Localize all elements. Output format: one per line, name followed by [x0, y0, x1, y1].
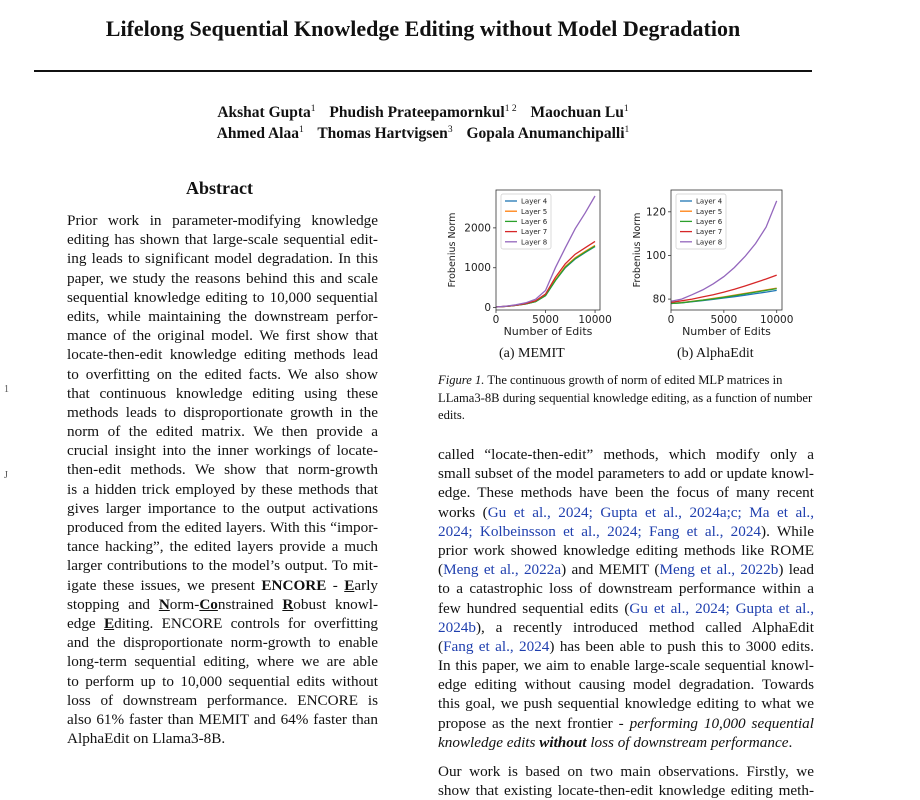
citation-link[interactable]: Gu et al., 2024; Gupta et al., 2024a;c; Ma et al., — [487, 503, 815, 521]
abstract-line: to perform up to 10,000 sequential edits without — [67, 672, 378, 690]
abstract-line: edits, while maintaining the downstream perfor- — [67, 307, 378, 325]
abstract-line: produced from the edited layers. With this “impor- — [67, 519, 378, 536]
abstract-line: mance of the original model. We first show that — [67, 327, 378, 345]
body-line: small subset of the model parameters to add or update knowl- — [438, 465, 814, 483]
legend-label: Layer 7 — [521, 228, 548, 237]
author-name: Akshat Gupta — [217, 104, 311, 122]
x-tick-label: 10000 — [760, 314, 794, 326]
legend-label: Layer 6 — [521, 218, 548, 226]
abstract-line: crucial insight into the inner workings of locate- — [67, 442, 378, 460]
subcaption-memit: (a) MEMIT — [499, 346, 565, 361]
body-text — [438, 445, 814, 800]
series-line-layer-5 — [671, 288, 777, 303]
abstract-line-encore: stopping and Norm-Constrained Robust knowl- — [67, 595, 379, 613]
abstract-line: that continuous knowledge editing using these — [67, 384, 378, 402]
author-affiliation: 1 — [310, 104, 316, 114]
margin-mark: J — [4, 470, 8, 481]
figure-caption-text: The continuous growth of norm of edited MLP matrices in LLama3-8B during sequential knowledge editing, as a function of number edits. — [438, 373, 813, 422]
y-tick-label: 2000 — [464, 222, 491, 235]
paper-title: Lifelong Sequential Knowledge Editing without Model Degradation — [105, 16, 741, 41]
abstract-line: to overfitting on the edited facts. We also show — [67, 365, 378, 383]
y-axis-label: Frobenius Norm — [632, 212, 643, 288]
citation-link[interactable]: Gu et al., 2024; Gupta et al., — [629, 599, 814, 617]
y-axis-label: Frobenius Norm — [447, 212, 458, 288]
abstract-line: and the disproportionate norm-growth to enable — [67, 634, 378, 652]
body-line: Our work is based on two main observations. Firstly, we — [438, 763, 814, 780]
chart-memit — [444, 186, 614, 336]
abstract-line: also 61% faster than MEMIT and 64% faster than — [67, 710, 378, 728]
abstract-line: methods leads to disproportionate growth in the — [67, 403, 378, 421]
author-affiliation: 1 — [624, 125, 630, 135]
author-name: Ahmed Alaa — [216, 125, 299, 143]
y-tick-label: 1000 — [464, 262, 491, 275]
abstract-line: tance hacking”, the edited layers provide a much — [67, 538, 378, 556]
legend-label: Layer 8 — [696, 238, 723, 247]
abstract-line: is a hidden trick employed by these methods that — [67, 480, 378, 498]
body-line: prior work showed knowledge editing methods like ROME — [438, 541, 814, 559]
body-line: to a catastrophic loss of downstream performance within a — [438, 580, 814, 598]
body-line: this goal, we push sequential knowledge editing to what we — [438, 695, 814, 713]
author-affiliation: 1 — [298, 125, 304, 135]
author-name: Maochuan Lu — [530, 104, 624, 122]
abstract-line: AlphaEdit on Llama3-8B. — [67, 730, 226, 748]
chart-svg — [444, 186, 614, 336]
series-line-layer-7 — [496, 241, 595, 307]
abstract-line: long-term sequential editing, where we are able — [67, 653, 378, 671]
abstract-line-encore: edge Editing. ENCORE controls for overfitting — [67, 614, 379, 632]
series-line-layer-6 — [496, 246, 595, 307]
citation-link[interactable]: 2024; Kolbeinsson et al., 2024; Fang et al., 2024 — [438, 522, 762, 540]
body-line: propose as the next frontier - performing 10,000 sequential — [438, 714, 814, 732]
citation-link[interactable]: Meng et al., 2022b — [659, 561, 779, 579]
body-line: In this paper, we aim to enable large-scale sequential knowl- — [438, 657, 814, 675]
abstract-heading: Abstract — [186, 178, 253, 198]
body-line: knowledge edits without loss of downstream performance. — [438, 733, 793, 751]
x-tick-label: 5000 — [532, 314, 559, 326]
abstract-line: norm of the edited matrix. We then provide a — [67, 423, 378, 441]
x-tick-label: 5000 — [710, 314, 738, 326]
body-line: (Meng et al., 2022a) and MEMIT (Meng et al., 2022b) lead — [438, 561, 814, 579]
body-line: works (Gu et al., 2024; Gupta et al., 2024a;c; Ma et al., — [438, 503, 815, 521]
x-tick-label: 0 — [492, 314, 500, 326]
author-affiliation: 1 — [623, 104, 629, 114]
chart-alphaedit — [632, 186, 804, 336]
abstract-line: loss of downstream performance. ENCORE is — [67, 691, 378, 709]
body-line: 2024; Kolbeinsson et al., 2024; Fang et al., 2024). While — [438, 522, 814, 540]
y-tick-label: 80 — [652, 293, 666, 306]
body-line: edge editing without causing model degradation. Towards — [438, 676, 814, 694]
abstract-line: paper, we study the reasons behind this and scale — [67, 269, 378, 287]
margin-mark: 1 — [4, 384, 9, 395]
citation-link[interactable]: Meng et al., 2022a — [443, 561, 562, 579]
title-rule — [34, 70, 812, 72]
author-name: Thomas Hartvigsen — [317, 125, 448, 143]
body-line: (Fang et al., 2024) has been able to push this to 3000 edits. — [438, 637, 815, 655]
abstract-body — [67, 211, 378, 748]
author-row-1 — [0, 104, 846, 122]
abstract-line-encore: igate these issues, we present ENCORE - Early — [67, 576, 379, 594]
author-name: Gopala Anumanchipalli — [466, 125, 625, 143]
subcaption-alphaedit: (b) AlphaEdit — [677, 346, 754, 361]
abstract-line: editing has shown that large-scale sequential edit- — [67, 231, 378, 249]
author-row-2 — [0, 125, 846, 143]
x-axis-label: Number of Edits — [682, 325, 771, 336]
y-tick-label: 0 — [484, 302, 491, 315]
legend-label: Layer 6 — [696, 218, 723, 226]
series-line-layer-6 — [671, 289, 777, 304]
figure-caption — [438, 372, 814, 425]
abstract-line: then-edit methods. We show that norm-growth — [67, 461, 378, 479]
abstract-line: ing leads to significant model degradation. In this — [67, 250, 378, 268]
body-line: 2024b), a recently introduced method called AlphaEdit — [438, 618, 814, 636]
y-tick-label: 120 — [645, 206, 666, 219]
author-affiliation: 1 2 — [504, 104, 517, 114]
x-tick-label: 0 — [667, 314, 675, 326]
legend-label: Layer 8 — [521, 238, 548, 247]
legend-label: Layer 7 — [696, 228, 723, 237]
chart-svg — [632, 186, 804, 336]
body-line: edge. These methods have been the focus of many recent — [438, 484, 814, 502]
body-line: few hundred sequential edits (Gu et al., 2024; Gupta et al., — [438, 599, 814, 617]
abstract-line: Prior work in parameter-modifying knowledge — [67, 212, 378, 229]
abstract-line: gives larger importance to the output activations — [67, 499, 378, 517]
citation-link[interactable]: 2024b — [438, 618, 476, 636]
body-line: called “locate-then-edit” methods, which modify only a — [438, 446, 814, 463]
legend-label: Layer 4 — [521, 197, 548, 206]
x-tick-label: 10000 — [578, 314, 612, 326]
figure-label: Figure 1. — [438, 373, 485, 387]
author-name: Phudish Prateepamornkul — [329, 104, 505, 122]
legend-label: Layer 4 — [696, 197, 723, 206]
author-affiliation: 3 — [447, 125, 453, 135]
citation-link[interactable]: Fang et al., 2024 — [443, 637, 550, 655]
legend-label: Layer 5 — [521, 207, 548, 216]
y-tick-label: 100 — [645, 249, 666, 262]
abstract-line: locate-then-edit knowledge editing methods lead — [67, 346, 378, 364]
abstract-line: larger contributions to the model’s output. To mit- — [67, 557, 378, 575]
body-line: show that existing locate-then-edit knowledge editing meth- — [438, 782, 814, 800]
x-axis-label: Number of Edits — [503, 325, 593, 336]
legend-label: Layer 5 — [696, 207, 723, 216]
abstract-line: sequential knowledge editing to 10,000 sequential — [67, 288, 378, 306]
